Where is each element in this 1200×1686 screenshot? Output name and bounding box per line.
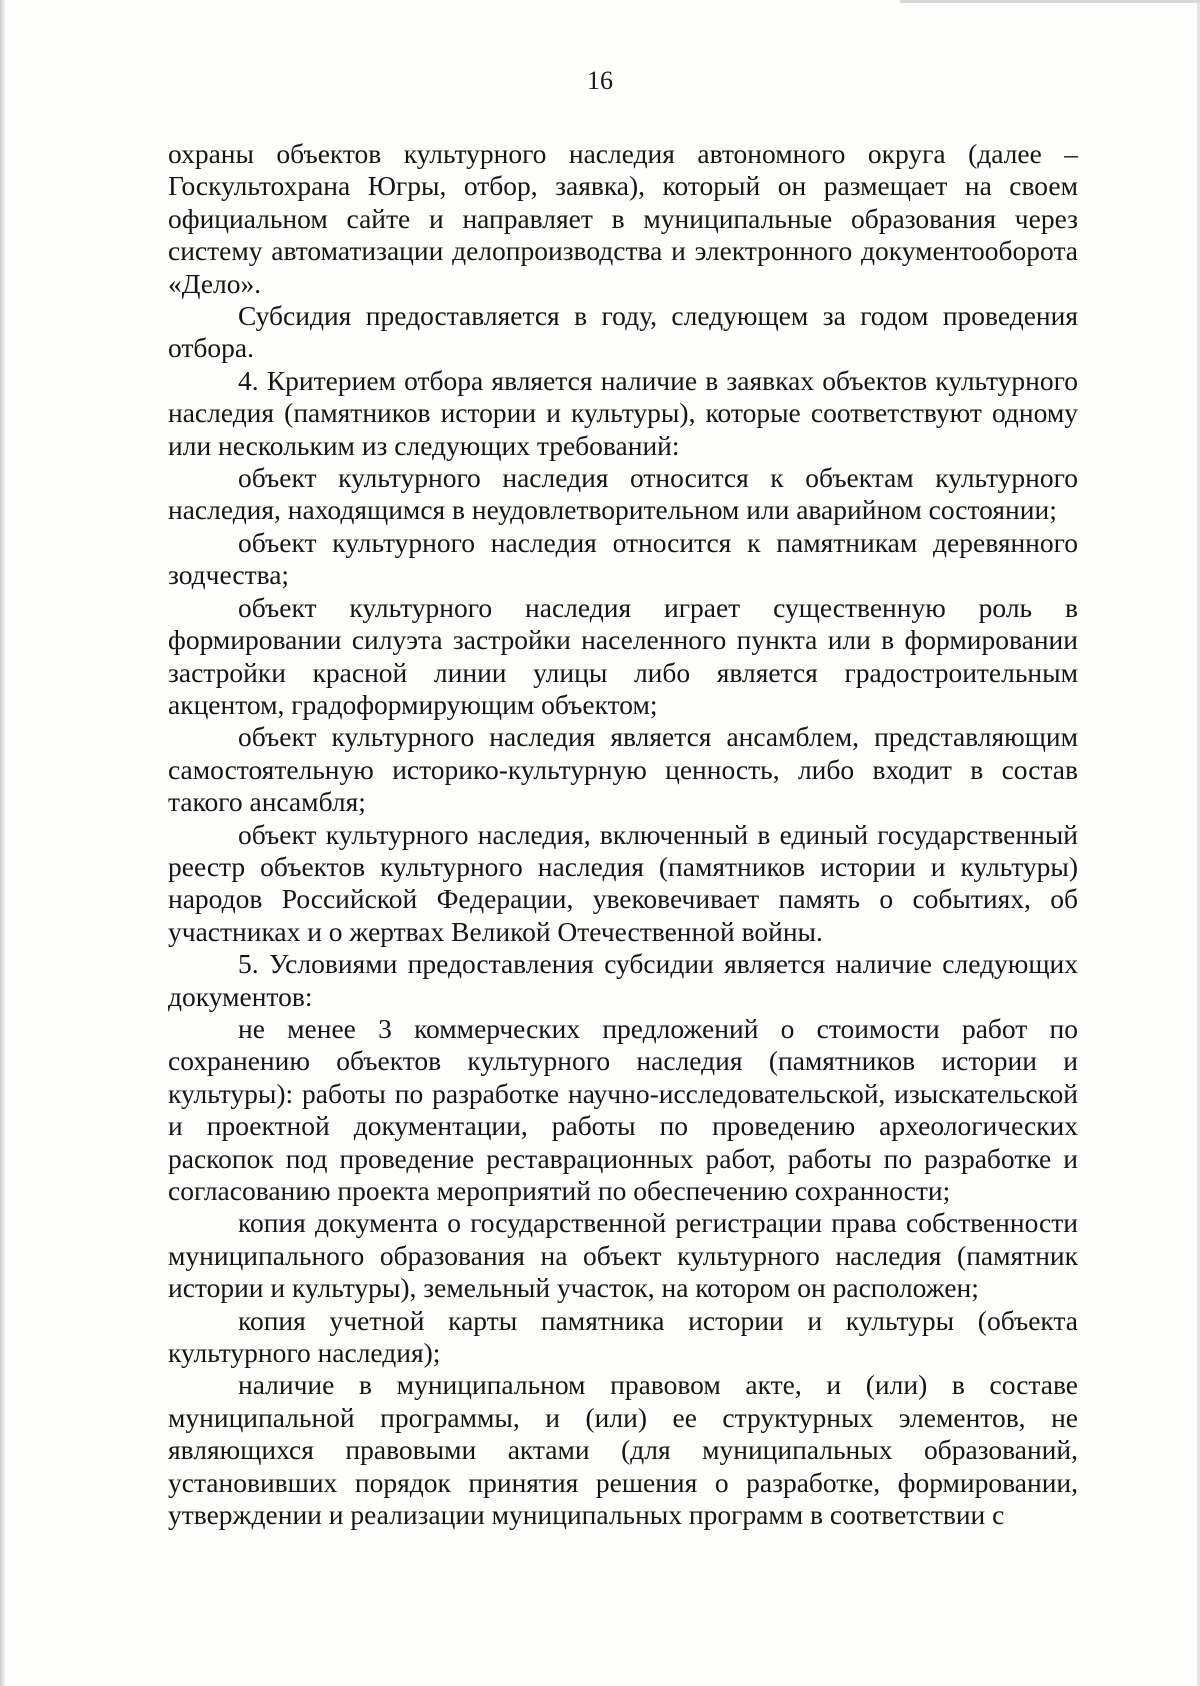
requirement-war-memory: объект культурного наследия, включенный в единый государственный реестр объектов культурного наследия (памятников истории и культуры) народов Российской Федерации, увековечивает память о событиях, об участниках и о жертвах Великой Отечественной войны. xyxy=(168,818,1078,947)
paragraph-item-5: 5. Условиями предоставления субсидии является наличие следующих документов: xyxy=(168,948,1078,1012)
document-commercial-offers: не менее 3 коммерческих предложений о стоимости работ по сохранению объектов культурного наследия (памятников истории и культуры): работы по разработке научно-исследовательской, изыскательской и проектной документации, работы по проведению археологических раскопок под проведение реставрационных работ, работы по разработке и согласованию проекта мероприятий по обеспечению сохранности; xyxy=(168,1012,1078,1206)
requirement-condition: объект культурного наследия относится к объектам культурного наследия, находящимся в неудовлетворительном или аварийном состоянии; xyxy=(168,462,1078,526)
document-body xyxy=(168,138,1078,1531)
paragraph-subsidy-year: Субсидия предоставляется в году, следующем за годом проведения отбора. xyxy=(168,300,1078,364)
requirement-silhouette: объект культурного наследия играет существенную роль в формировании силуэта застройки населенного пункта или в формировании застройки красной линии улицы либо является градостроительным акцентом, градоформирующим объектом; xyxy=(168,591,1078,720)
scan-edge-top xyxy=(900,0,1200,3)
paragraph-continuation: охраны объектов культурного наследия автономного округа (далее – Госкультохрана Югры, отбор, заявка), который он размещает на своем официальном сайте и направляет в муниципальные образования через систему автоматизации делопроизводства и электронного документооборота «Дело». xyxy=(168,138,1078,299)
page-number: 16 xyxy=(587,66,613,95)
paragraph-item-4: 4. Критерием отбора является наличие в заявках объектов культурного наследия (памятников истории и культуры), которые соответствуют одному или нескольким из следующих требований: xyxy=(168,364,1078,461)
document-municipal-act: наличие в муниципальном правовом акте, и (или) в составе муниципальной программы, и (или) ее структурных элементов, не являющихся правовыми актами (для муниципальных образований, установивших порядок принятия решения о разработке, формировании, утверждении и реализации муниципальных программ в соответствии с xyxy=(168,1369,1078,1531)
requirement-ensemble: объект культурного наследия является ансамблем, представляющим самостоятельную историко-культурную ценность, либо входит в состав такого ансамбля; xyxy=(168,721,1078,818)
document-registration-card: копия учетной карты памятника истории и культуры (объекта культурного наследия); xyxy=(168,1304,1078,1369)
scan-edge-left xyxy=(0,0,5,1686)
document-ownership-copy: копия документа о государственной регистрации права собственности муниципального образования на объект культурного наследия (памятник истории и культуры), земельный участок, на котором он расположен; xyxy=(168,1207,1078,1304)
requirement-wooden-architecture: объект культурного наследия относится к памятникам деревянного зодчества; xyxy=(168,526,1078,591)
